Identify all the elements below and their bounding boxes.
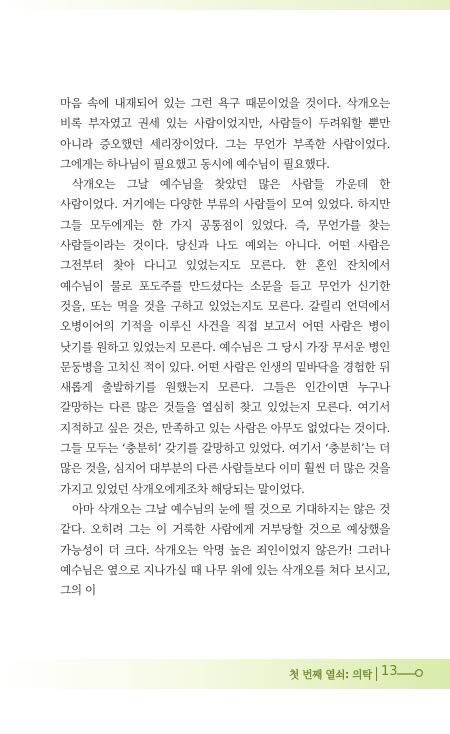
page-body	[60, 93, 390, 600]
paragraph-1: 마음 속에 내재되어 있는 그런 욕구 때문이었을 것이다. 삭개오는 비록 부자였고 권세 있는 사람이었지만, 사람들이 두려워할 뿐만 아니라 증오했던 세리장이었다. 그는 무언가 부족한 사람이었다. 그에게는 하나님이 필요했고 동시에 예수님이 필요했다.	[60, 96, 390, 171]
page-number: 13	[381, 664, 398, 679]
pin-icon	[396, 666, 424, 680]
paragraph-2: 삭개오는 그날 예수님을 찾았던 많은 사람들 가운데 한 사람이었다. 거기에는 다양한 부류의 사람들이 모여 있었다. 하지만 그들 모두에게는 한 가지 공통점이 있었다. 즉, 무언가를 찾는 사람들이라는 것이다. 당신과 나도 예외는 아니다. 어떤 사람은 그전부터 찾아 다니고 있었는지도 모른다. 한 혼인 잔치에서 예수님이 물로 포도주를 만드셨다는 소문을 듣고 무언가 신기한 것을, 또는 먹을 것을 구하고 있었는지도 모른다. 갈릴리 언덕에서 오병이어의 기적을 이루신 사건을 직접 보고서 어떤 사람은 병이 낫기를 원하고 있었는지 모른다. 예수님은 그 당시 가장 무서운 병인 문둥병을 고치신 적이 있다. 어떤 사람은 인생의 밑바닥을 경험한 뒤 새롭게 출발하기를 원했는지 모른다. 그들은 인간이면 누구나 갈망하는 다른 많은 것들을 열심히 찾고 있었는지 모른다. 여기서 지적하고 싶은 것은, 만족하고 있는 사람은 아무도 없었다는 것이다. 그들 모두는 ‘충분히’ 갖기를 갈망하고 있었다. 여기서 ‘충분히’는 더 많은 것을, 심지어 대부분의 다른 사람들보다 이미 훨씬 더 많은 것을 가지고 있었던 삭개오에게조차 해당되는 말이었다.	[60, 177, 390, 496]
header-band	[0, 0, 450, 10]
running-head: 첫 번째 열쇠: 의탁	[289, 669, 372, 681]
paragraph-3: 아마 삭개오는 그날 예수님의 눈에 띌 것으로 기대하지는 않은 것 같다. 오히려 그는 이 거룩한 사람에게 거부당할 것으로 예상했을 가능성이 더 크다. 삭개오는 악명 높은 죄인이었지 않은가! 그러나 예수님은 옆으로 지나가실 때 나무 위에 있는 삭개오를 쳐다 보시고, 그의 이	[60, 501, 390, 598]
footer-divider	[376, 667, 377, 681]
